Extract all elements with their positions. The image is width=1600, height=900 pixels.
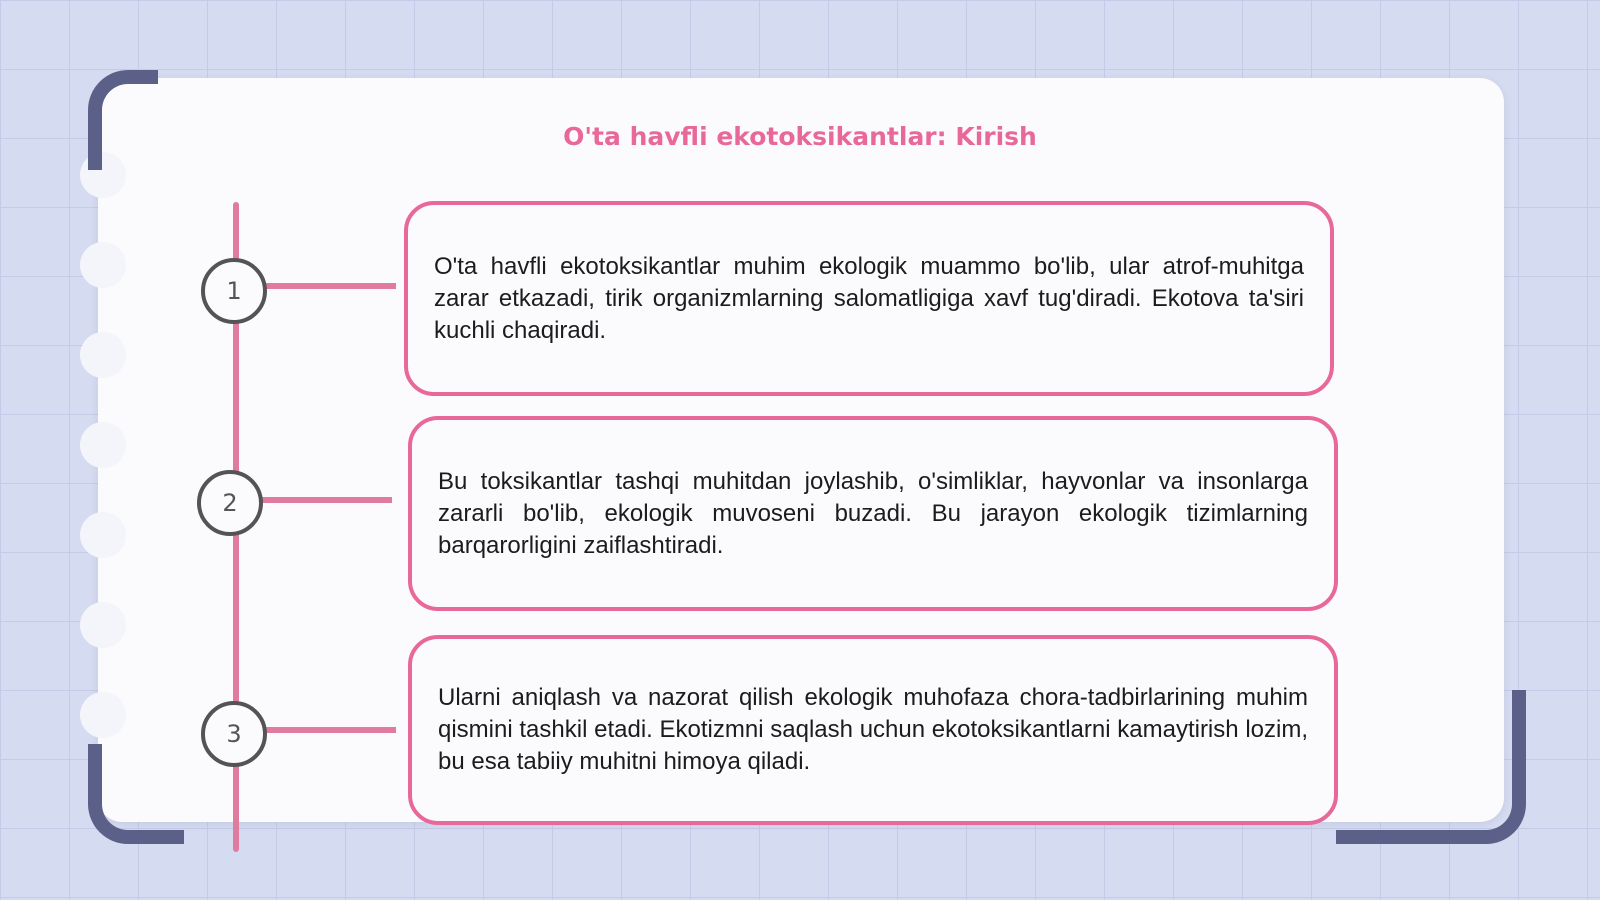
- corner-bracket-bottom-right: [1336, 690, 1526, 844]
- timeline-node-3: 3: [201, 701, 267, 767]
- timeline-item-box-2: [408, 416, 1338, 611]
- timeline-item-box-1: [404, 201, 1334, 396]
- timeline-connector: [266, 283, 396, 289]
- timeline-connector: [262, 497, 392, 503]
- notebook-tab: [80, 512, 126, 558]
- timeline-node-1: 1: [201, 258, 267, 324]
- notebook-tab: [80, 332, 126, 378]
- corner-bracket-top-left: [88, 70, 158, 170]
- timeline-connector: [266, 727, 396, 733]
- timeline-item-box-3: [408, 635, 1338, 825]
- notebook-tab: [80, 602, 126, 648]
- timeline-item-text-1: O'ta havfli ekotoksikantlar muhim ekologik muammo bo'lib, ular atrof-muhitga zarar etkazadi, tirik organizmlarning salomatligiga xavf tug'diradi. Ekotova ta'siri kuchli chaqiradi.: [434, 252, 1304, 344]
- notebook-tab: [80, 422, 126, 468]
- notebook-tab: [80, 242, 126, 288]
- timeline-node-2: 2: [197, 470, 263, 536]
- corner-bracket-bottom-left: [88, 744, 184, 844]
- slide-title: O'ta havfli ekotoksikantlar: Kirish: [563, 122, 1037, 151]
- notebook-tab: [80, 692, 126, 738]
- timeline-item-text-2: Bu toksikantlar tashqi muhitdan joylashib, o'simliklar, hayvonlar va insonlarga zararli bo'lib, ekologik muvoseni buzadi. Bu jarayon ekologik tizimlarning barqarorligini zaiflashtiradi.: [438, 467, 1308, 559]
- timeline-item-text-3: Ularni aniqlash va nazorat qilish ekologik muhofaza chora-tadbirlarining muhim qismini tashkil etadi. Ekotizmni saqlash uchun ekotoksikantlarni kamaytirish lozim, bu esa tabiiy muhitni himoya qiladi.: [438, 684, 1308, 775]
